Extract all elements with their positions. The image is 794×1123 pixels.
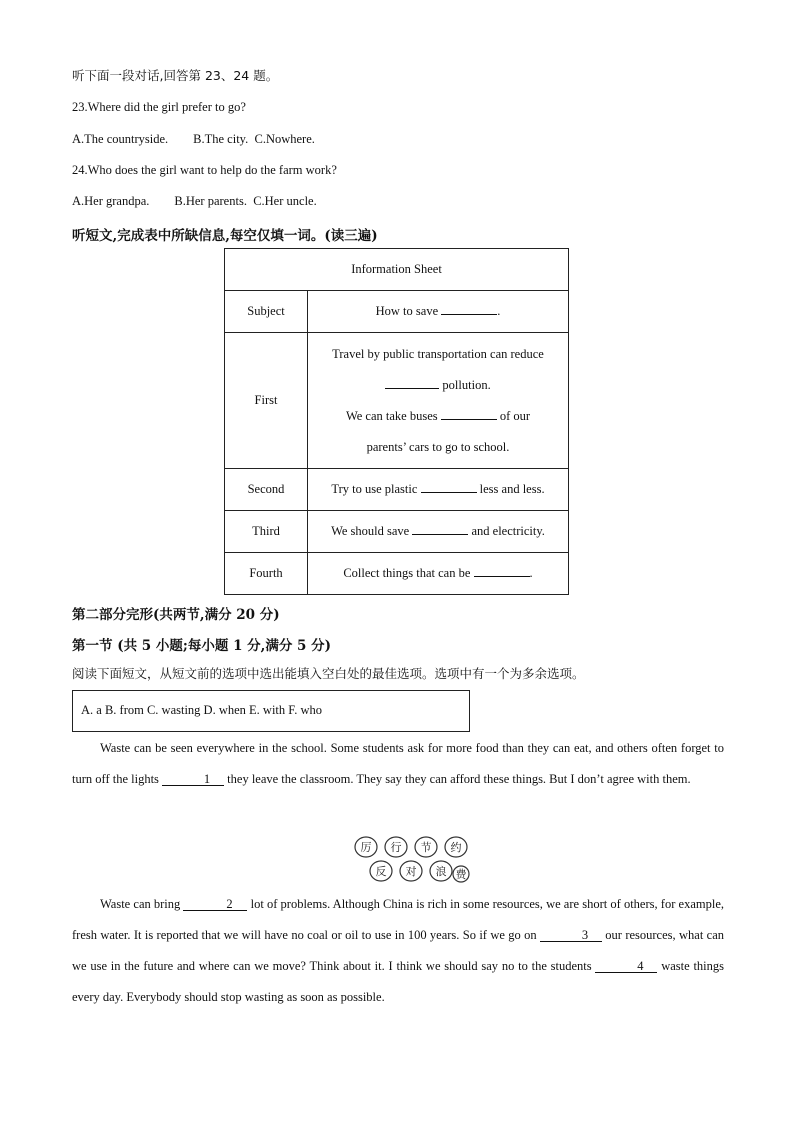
- answer-blank[interactable]: [421, 480, 477, 493]
- question-24: 24.Who does the girl want to help do the farm work?: [72, 163, 337, 177]
- seal-char: 节: [420, 841, 432, 854]
- first-label: First: [225, 333, 308, 469]
- passage-paragraph-1: Waste can be seen everywhere in the school. Some students ask for more food than they can eat, and others often forget to turn off the lights 1 they leave the classroom. They say they can afford these things. But I don’t agree with them.: [72, 741, 724, 786]
- cloze-instruction: 阅读下面短文，从短文前的选项中选出能填入空白处的最佳选项。选项中有一个为多余选项。: [72, 666, 585, 681]
- subject-cell: [308, 291, 569, 333]
- subject-text: How to save: [375, 304, 439, 318]
- seal-char: 对: [405, 865, 417, 878]
- seal-char: 行: [390, 841, 402, 854]
- question-23-options: A.The countryside. B.The city. C.Nowhere.: [72, 132, 315, 146]
- options-box: [72, 690, 470, 732]
- listening-intro: 听下面一段对话,回答第 23、24 题。: [72, 68, 279, 83]
- seal-char: 反: [375, 865, 387, 878]
- seal-char: 浪: [435, 865, 447, 878]
- seal-char: 厉: [360, 841, 372, 854]
- options-text: A. a B. from C. wasting D. when E. with F. who: [81, 703, 322, 717]
- answer-blank[interactable]: [412, 522, 468, 535]
- part2-heading: 第二部分完形(共两节,满分 20 分): [72, 607, 280, 623]
- fourth-cell: Collect things that can be .: [308, 553, 569, 595]
- second-label: Second: [225, 469, 308, 511]
- answer-blank[interactable]: [474, 564, 530, 577]
- information-sheet-table: [224, 248, 569, 595]
- passage-paragraph-2: Waste can bring 2 lot of problems. Although China is rich in some resources, we are short of others, for example, fresh water. It is reported that we will have no coal or oil to use in 100 years. So if we go on 3 our resources, what can we use in the future and where can we move? Think about it. I think we should say no to the students 4 waste things every day. Everybody should stop wasting as soon as possible.: [72, 897, 725, 1004]
- info-sheet-title: Information Sheet: [225, 249, 569, 291]
- passage-instruction: 听短文,完成表中所缺信息,每空仅填一词。(读三遍): [72, 228, 378, 244]
- cloze-blank-2[interactable]: 2: [183, 898, 247, 911]
- cloze-blank-4[interactable]: 4: [595, 960, 657, 973]
- answer-blank[interactable]: [441, 302, 497, 315]
- first-line-2: pollution.: [314, 370, 562, 401]
- question-24-options: A.Her grandpa. B.Her parents. C.Her uncle.: [72, 194, 317, 208]
- second-cell: Try to use plastic less and less.: [308, 469, 569, 511]
- third-cell: We should save and electricity.: [308, 511, 569, 553]
- subject-label: Subject: [225, 291, 308, 333]
- answer-blank[interactable]: [385, 376, 439, 389]
- first-line-3: We can take buses of our: [345, 408, 531, 423]
- first-cell: [308, 333, 569, 469]
- first-line-1: Travel by public transportation can reduce: [332, 346, 544, 361]
- seal-char: 费: [455, 868, 467, 881]
- first-line-4: parents’ cars to go to school.: [366, 439, 510, 454]
- fourth-label: Fourth: [225, 553, 308, 595]
- save-resources-seal-image: [352, 834, 470, 886]
- section1-heading: 第一节 (共 5 小题;每小题 1 分,满分 5 分): [72, 638, 332, 654]
- subject-text-end: .: [497, 304, 501, 318]
- seal-char: 约: [450, 841, 462, 854]
- cloze-blank-3[interactable]: 3: [540, 929, 602, 942]
- answer-blank[interactable]: [441, 407, 497, 420]
- question-23: 23.Where did the girl prefer to go?: [72, 100, 246, 114]
- cloze-blank-1[interactable]: 1: [162, 773, 224, 786]
- third-label: Third: [225, 511, 308, 553]
